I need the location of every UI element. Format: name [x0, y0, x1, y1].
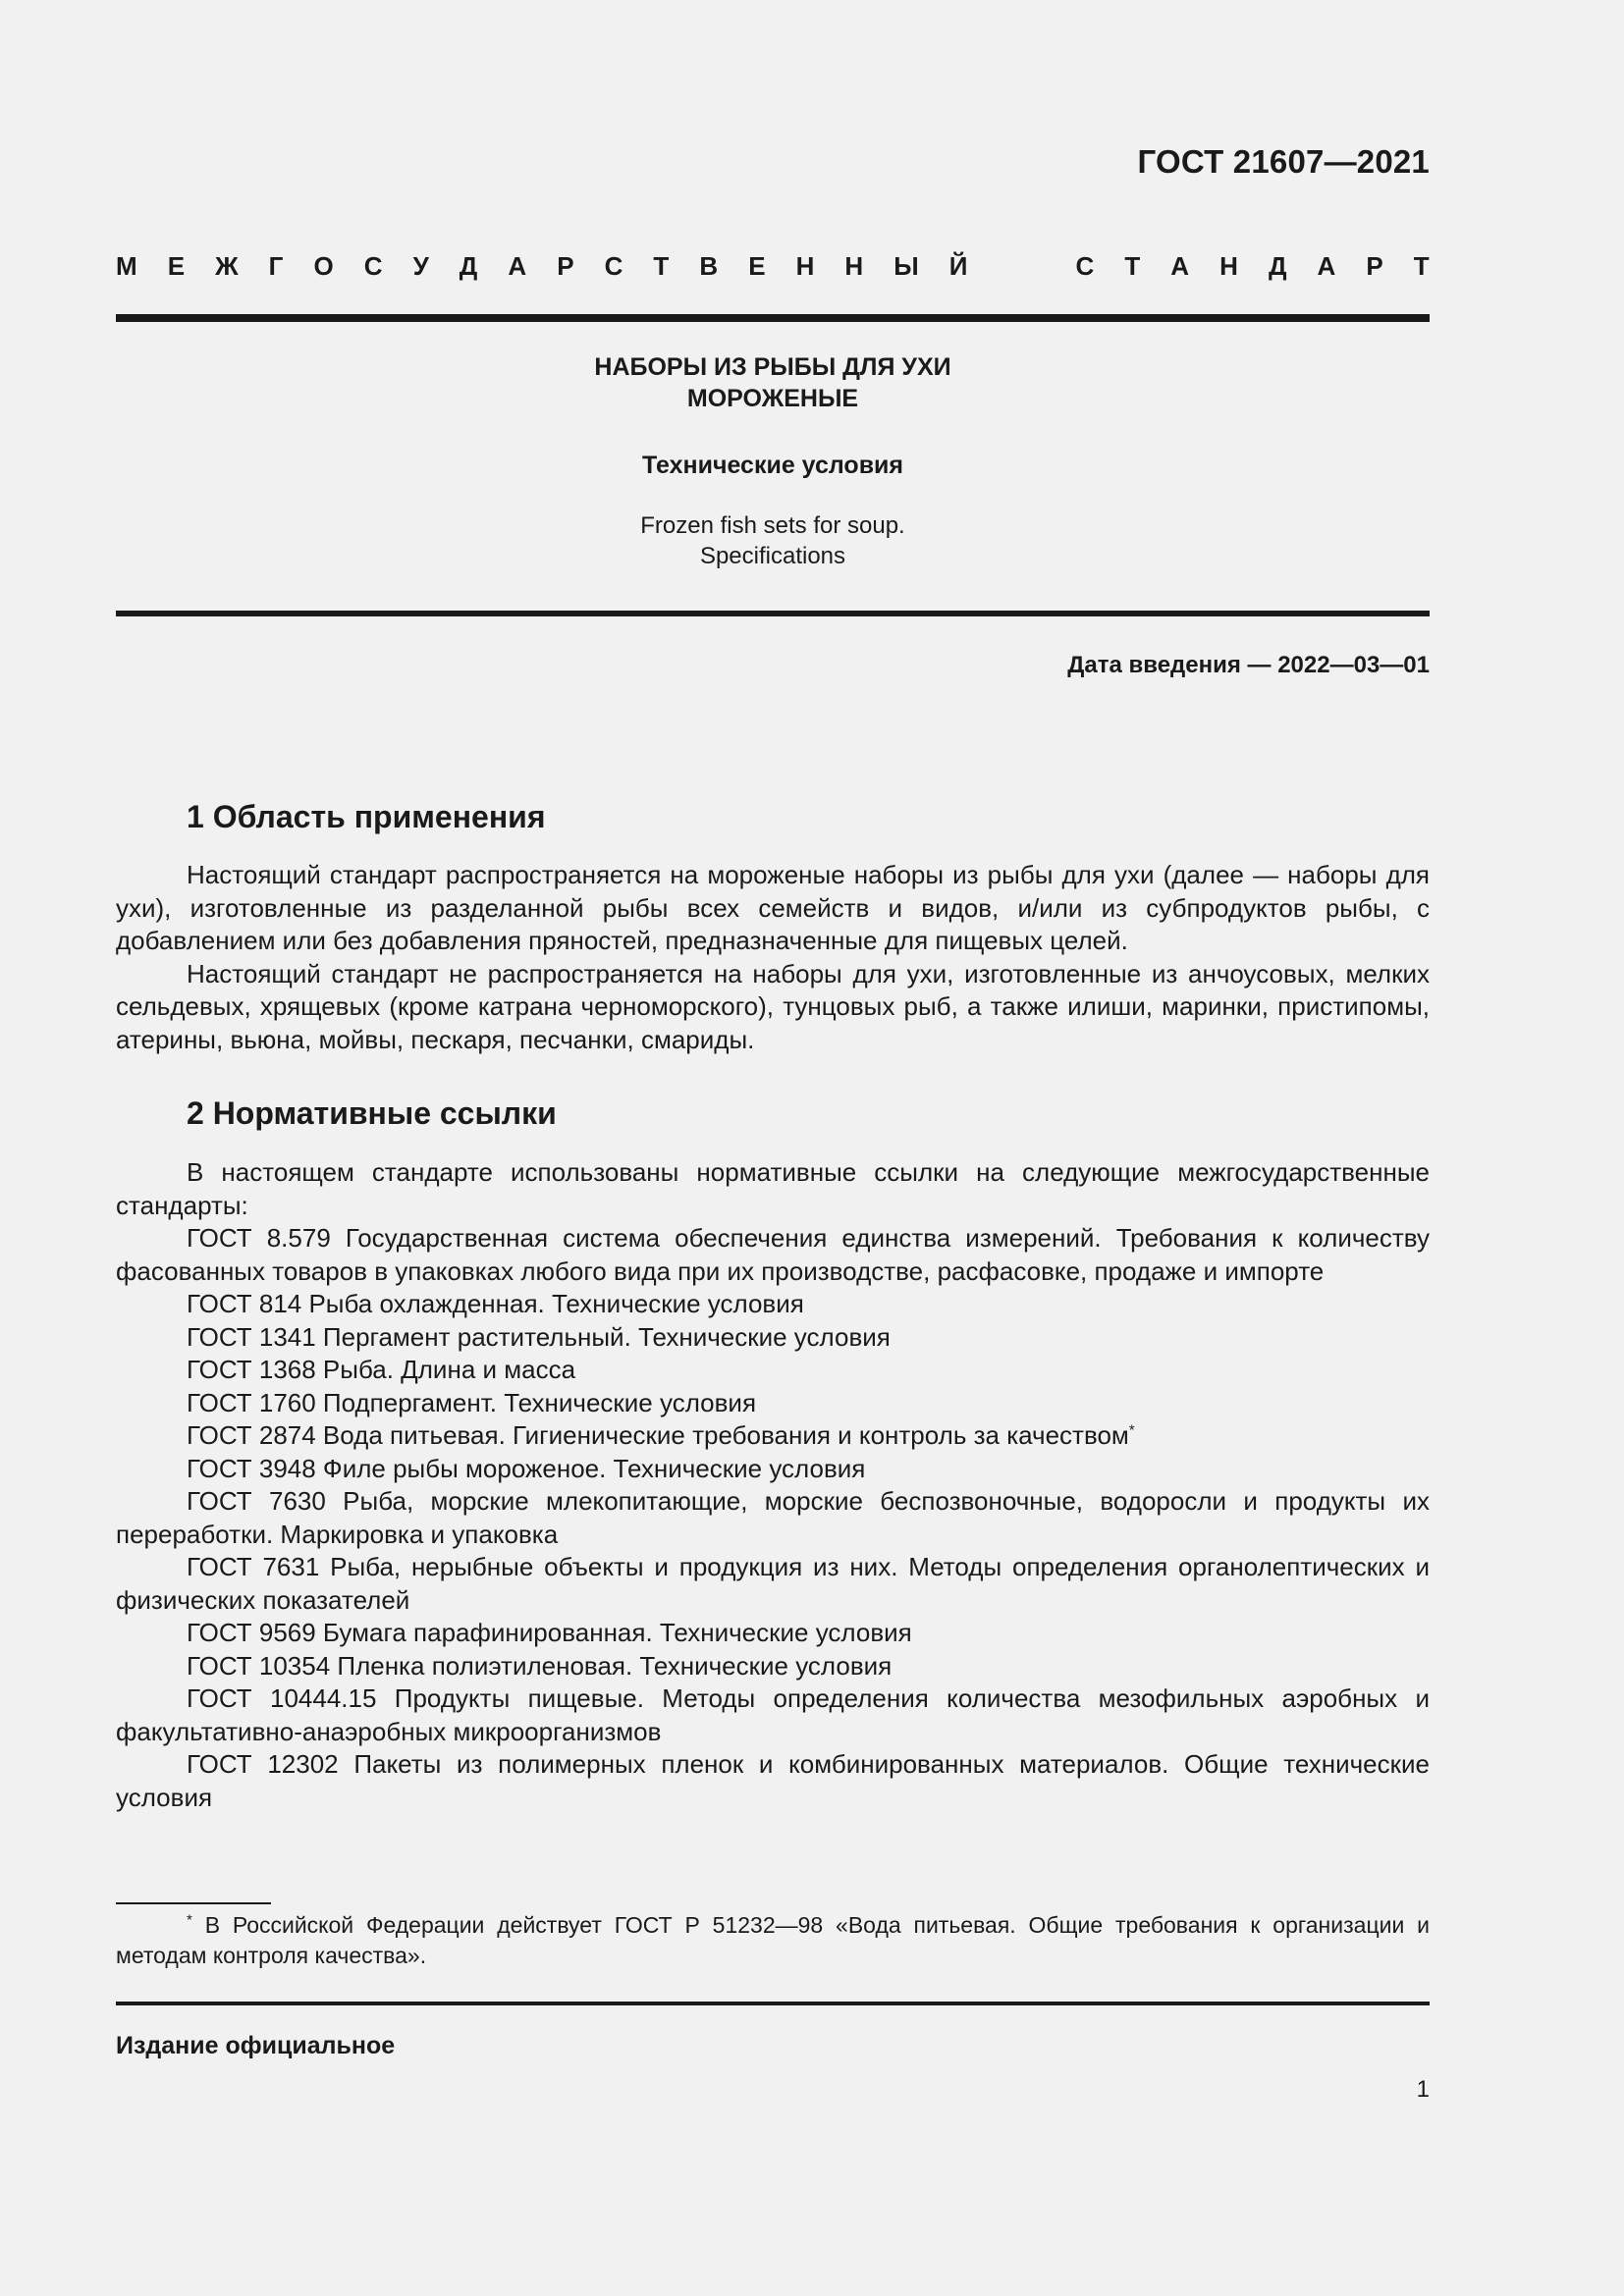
standard-type-letter: У [412, 251, 429, 281]
footnote [116, 1910, 1430, 1971]
reference-item: ГОСТ 1368 Рыба. Длина и масса [187, 1355, 576, 1384]
standard-type-letter: Е [167, 251, 186, 281]
edition-label: Издание официальное [116, 2032, 396, 2059]
bottom-rule [116, 2002, 1430, 2005]
document-title [116, 351, 1430, 414]
standard-type-letter: С [1075, 251, 1095, 281]
standard-type-letter: А [1170, 251, 1190, 281]
standard-type-letter: М [116, 251, 137, 281]
standard-type-letter: Т [1413, 251, 1430, 281]
standard-type-letter: О [313, 251, 334, 281]
section-2-heading: 2 Нормативные ссылки [187, 1095, 557, 1131]
standard-type-letter: Г [268, 251, 284, 281]
standard-type-letter: Р [1366, 251, 1383, 281]
footnote-separator [116, 1902, 271, 1904]
section-1-heading: 1 Область применения [187, 799, 546, 834]
english-title [116, 510, 1430, 571]
title-line-2: МОРОЖЕНЫЕ [686, 385, 859, 412]
reference-item: ГОСТ 7631 Рыба, нерыбные объекты и продукция из них. Методы определения органолептических и физических показателей [116, 1552, 1430, 1615]
footnote-marker: * [187, 1911, 192, 1929]
standard-type-letter: А [508, 251, 527, 281]
paragraph: Настоящий стандарт распространяется на мороженые наборы из рыбы для ухи (далее — наборы для ухи), изготовленные из разделанной рыбы всех семейств и видов, и/или из субпродуктов рыбы, с добавлением или без добавления пряностей, предназначенные для пищевых целей. [116, 860, 1430, 955]
standard-type-letter: Р [557, 251, 574, 281]
page-number: 1 [1416, 2076, 1430, 2103]
reference-item: ГОСТ 10354 Пленка полиэтиленовая. Технические условия [187, 1650, 893, 1681]
standard-type-letter: Е [748, 251, 766, 281]
document-page [116, 0, 1430, 2296]
standard-type-letter: С [604, 251, 623, 281]
reference-text: ГОСТ 2874 Вода питьевая. Гигиенические требования и контроль за качеством [187, 1420, 1129, 1450]
english-title-line-1: Frozen fish sets for soup. [640, 512, 905, 539]
standard-type-letter: А [1317, 251, 1336, 281]
standard-type-letter: Н [1219, 251, 1238, 281]
paragraph: В настоящем стандарте использованы нормативные ссылки на следующие межгосударственные стандарты: [116, 1157, 1430, 1220]
footnote-marker: * [1128, 1421, 1135, 1439]
footnote-text: В Российской Федерации действует ГОСТ Р 51232—98 «Вода питьевая. Общие требования к организации и методам контроля качества». [116, 1912, 1430, 1968]
reference-item: ГОСТ 1341 Пергамент растительный. Технические условия [187, 1321, 891, 1352]
standard-type-letter: Н [795, 251, 815, 281]
standard-type-letter: Д [1268, 251, 1287, 281]
reference-item: ГОСТ 7630 Рыба, морские млекопитающие, морские беспозвоночные, водоросли и продукты их переработки. Маркировка и упаковка [116, 1486, 1430, 1549]
word-gap [998, 251, 1045, 282]
standard-type-letter: Т [1124, 251, 1141, 281]
reference-item: ГОСТ 10444.15 Продукты пищевые. Методы определения количества мезофильных аэробных и факультативно-анаэробных микроорганизмов [116, 1683, 1430, 1746]
reference-item: ГОСТ 1760 Подпергамент. Технические условия [187, 1387, 757, 1417]
standard-type-letter: Н [844, 251, 864, 281]
reference-item: ГОСТ 3948 Филе рыбы мороженое. Технические условия [187, 1453, 866, 1483]
title-rule [116, 611, 1430, 616]
reference-item [116, 1419, 1430, 1453]
standard-type-letter: С [363, 251, 383, 281]
reference-item: ГОСТ 9569 Бумага парафинированная. Технические условия [187, 1618, 912, 1647]
reference-item: ГОСТ 814 Рыба охлажденная. Технические условия [187, 1289, 804, 1318]
reference-item: ГОСТ 8.579 Государственная система обеспечения единства измерений. Требования к количеству фасованных товаров в упаковках любого вида при их производстве, расфасовке, продаже и импорте [116, 1223, 1430, 1286]
document-subtitle: Технические условия [641, 452, 904, 479]
standard-type-heading [116, 251, 1430, 282]
reference-item: ГОСТ 12302 Пакеты из полимерных пленок и комбинированных материалов. Общие технические условия [116, 1749, 1430, 1812]
english-title-line-2: Specifications [699, 543, 846, 569]
standard-type-letter: Т [653, 251, 670, 281]
standard-type-letter: В [699, 251, 719, 281]
paragraph: Настоящий стандарт не распространяется на наборы для ухи, изготовленные из анчоусовых, мелких сельдевых, хрящевых (кроме катрана черноморского), тунцовых рыб, а также илиши, маринки, пристипомы, атерины, вьюна, мойвы, пескаря, песчанки, смариды. [116, 958, 1430, 1054]
standard-type-letter: Ы [893, 251, 919, 281]
document-number: ГОСТ 21607—2021 [1137, 143, 1430, 180]
standard-type-letter: Й [948, 251, 968, 281]
section-1-body [116, 859, 1430, 1056]
title-line-1: НАБОРЫ ИЗ РЫБЫ ДЛЯ УХИ [594, 353, 951, 381]
standard-type-letter: Ж [215, 251, 239, 281]
section-2-body [116, 1156, 1430, 1814]
top-rule [116, 314, 1430, 322]
standard-type-letter: Д [459, 251, 478, 281]
introduction-date: Дата введения — 2022—03—01 [1067, 652, 1430, 678]
